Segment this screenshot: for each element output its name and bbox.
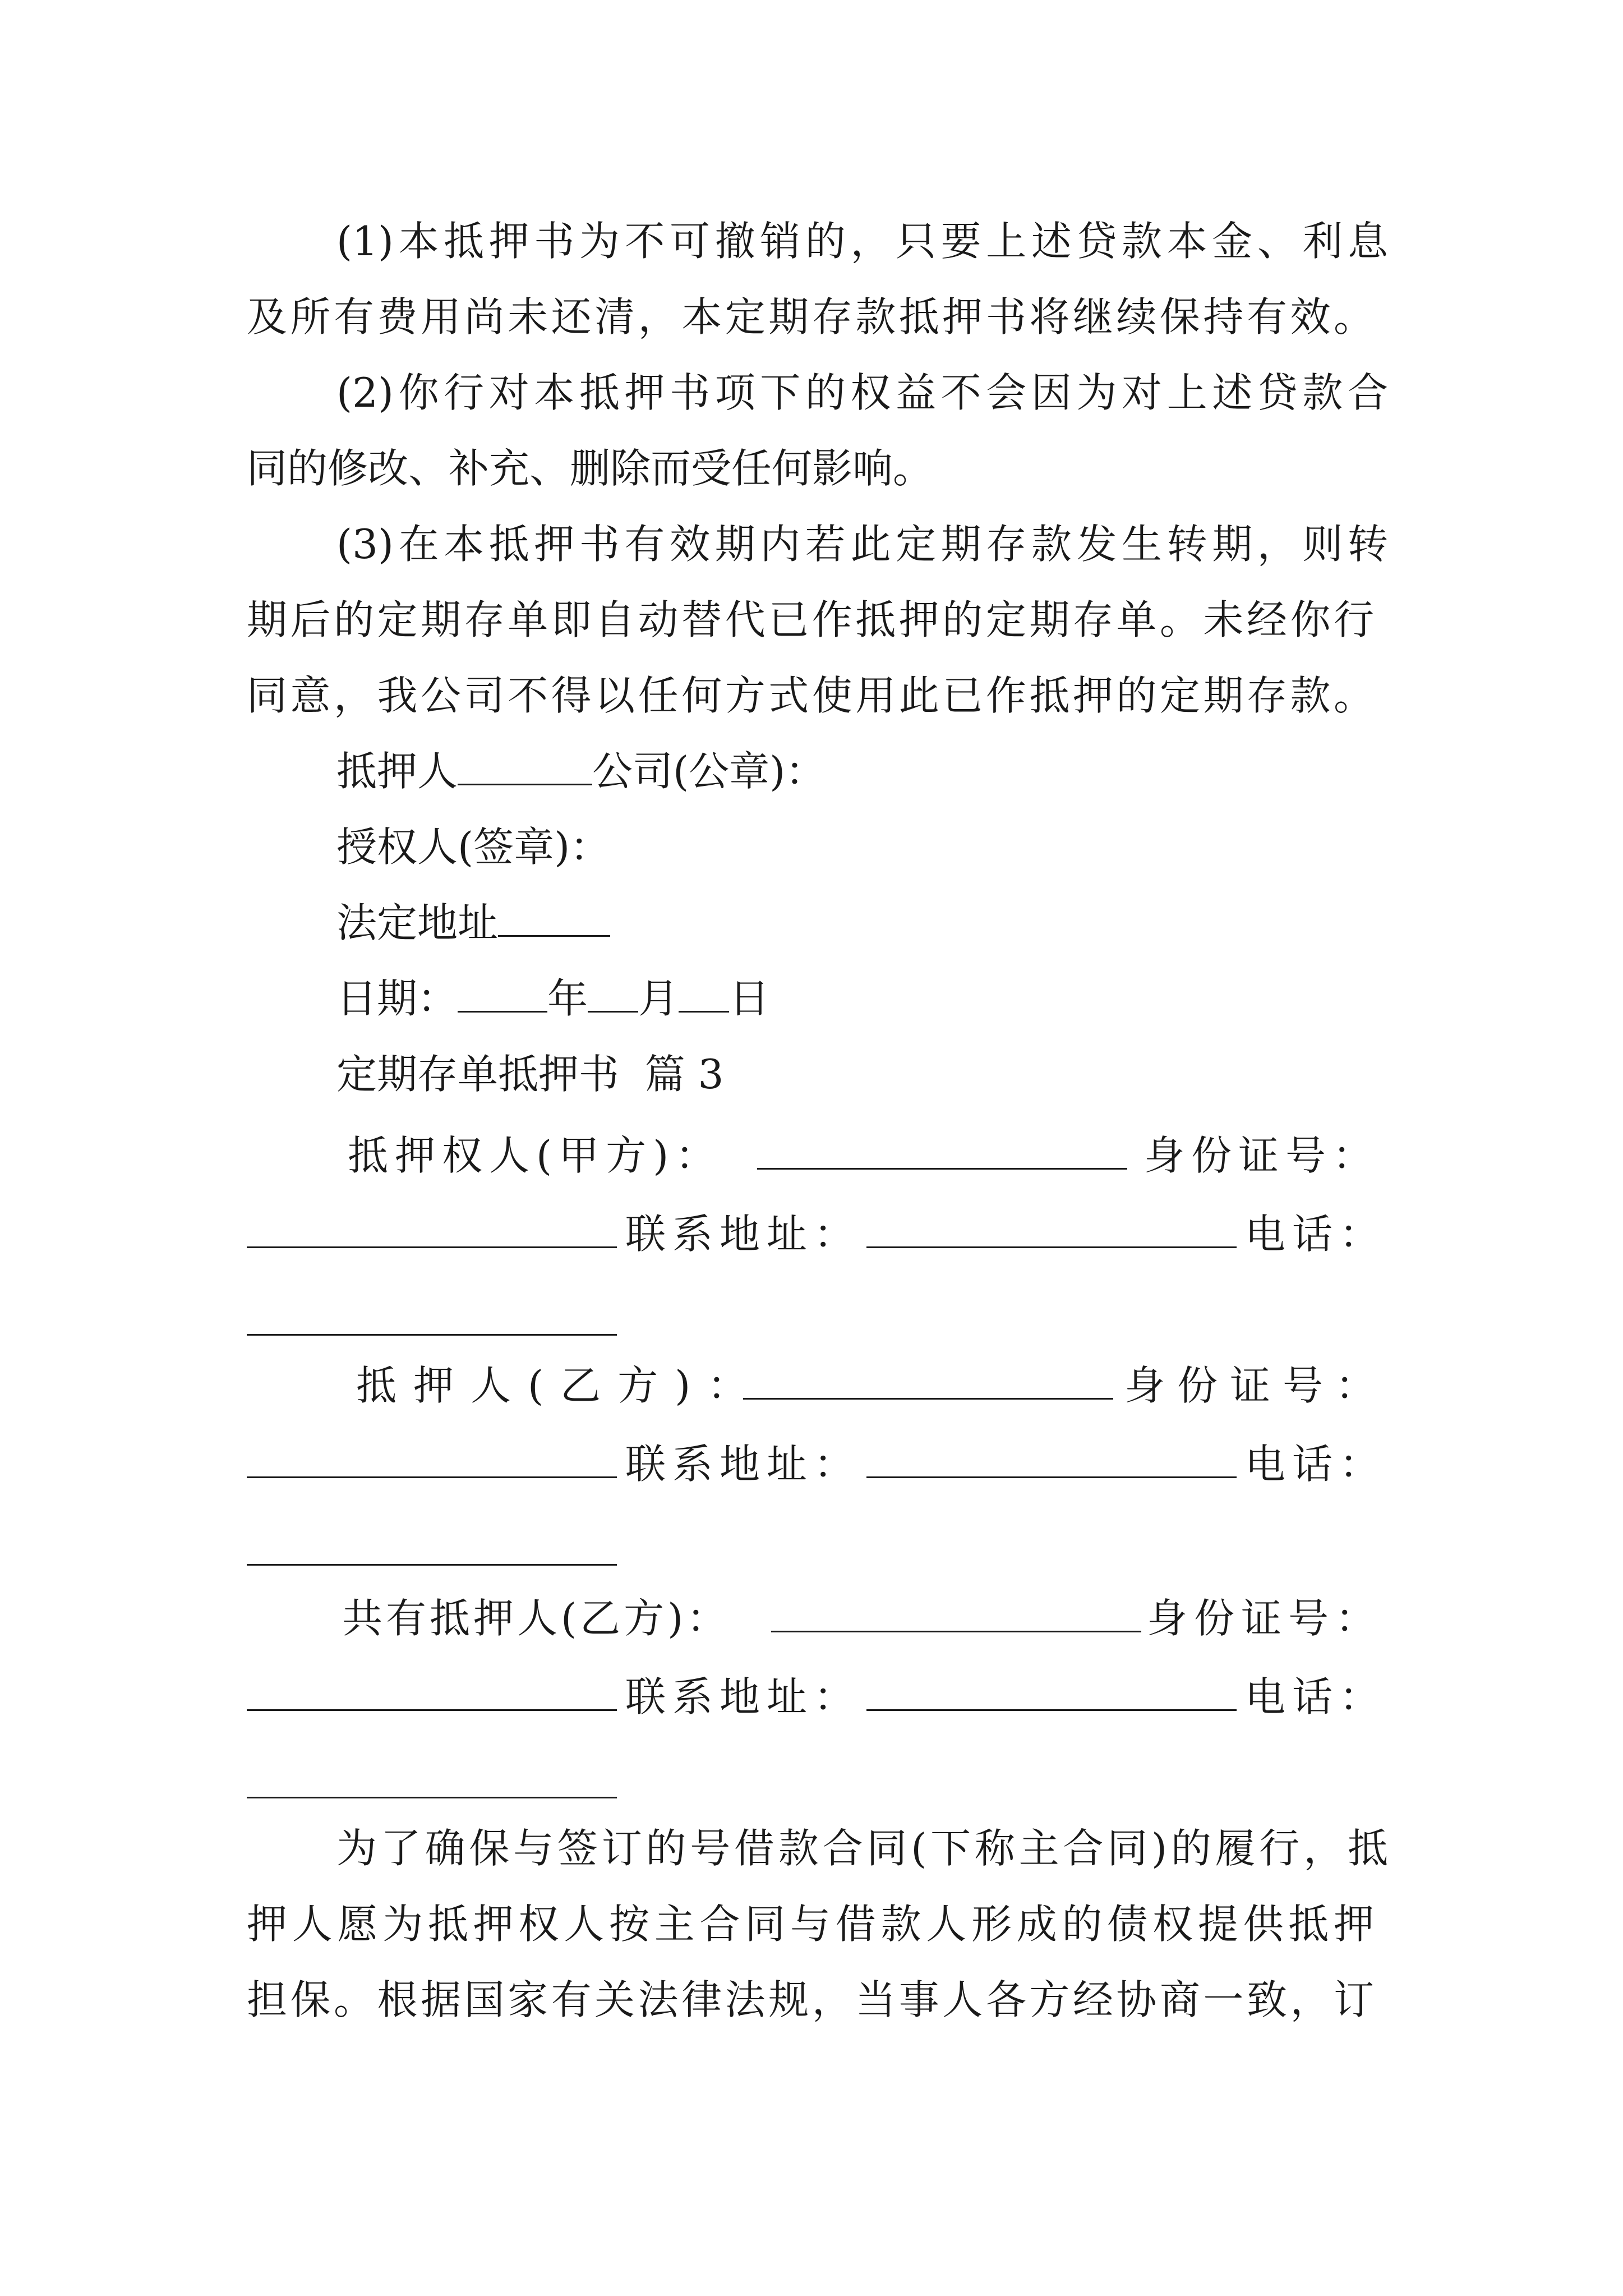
party-3-name-blank [771,1631,1141,1632]
section-title: 定期存单抵押书 篇 3 [336,1051,724,1098]
clause-3-line-3: 同意，我公司不得以任何方式使用此已作抵押的定期存款。 [247,672,1374,719]
party-2-id-label: 身份证号： [1124,1362,1389,1409]
party-2-name-blank [743,1398,1113,1400]
party-1-address-label: 联系地址： [625,1211,861,1258]
month-blank [588,976,638,1013]
party-1-address-blank [866,1246,1237,1248]
pledgor-prefix: 抵押人 [336,748,458,795]
day-blank [679,976,729,1013]
party-3-address-label: 联系地址： [625,1673,861,1720]
clause-1-line-2: 及所有费用尚未还清，本定期存款抵押书将继续保持有效。 [247,293,1374,341]
date-label: 日期： [336,975,458,1022]
party-1-id-label: 身份证号： [1144,1132,1380,1179]
preamble-line-3: 担保。根据国家有关法律法规，当事人各方经协商一致，订 [247,1976,1374,2023]
party-3-phone-label: 电话： [1245,1673,1387,1720]
party-3-address-blank [866,1709,1237,1711]
party-3-label: 共有抵押人(乙方)： [342,1595,731,1642]
clause-2-line-2: 同的修改、补充、删除而受任何影响。 [247,445,934,492]
pledgor-suffix: 公司(公章)： [592,748,826,795]
party-2-address-label: 联系地址： [625,1441,861,1488]
party-2-label: 抵押人(乙方)： [356,1362,765,1409]
month-label: 月 [638,975,679,1022]
date-line [336,970,769,1027]
day-label: 日 [729,975,770,1022]
legal-address-label: 法定地址 [336,899,499,946]
party-2-id-blank [247,1476,617,1478]
party-2-phone-label: 电话： [1245,1441,1387,1488]
party-3-id-label: 身份证号： [1147,1595,1383,1642]
clause-2-line-1: (2)你行对本抵押书项下的权益不会因为对上述贷款合 [336,369,1388,416]
clause-1-line-1: (1)本抵押书为不可撤销的，只要上述贷款本金、利息 [336,218,1388,265]
party-1-phone-blank [247,1334,617,1336]
party-3-phone-blank [247,1797,617,1798]
year-label: 年 [547,975,588,1022]
clause-3-line-2: 期后的定期存单即自动替代已作抵押的定期存单。未经你行 [247,596,1374,643]
year-blank [458,976,547,1013]
party-2-phone-blank [247,1564,617,1566]
authorized-signature-line: 授权人(签章)： [336,823,611,871]
legal-address-blank [498,900,610,937]
party-1-id-blank [247,1246,617,1248]
preamble-line-2: 押人愿为抵押权人按主合同与借款人形成的债权提供抵押 [247,1901,1374,1948]
clause-3-line-1: (3)在本抵押书有效期内若此定期存款发生转期，则转 [336,521,1388,568]
party-1-name-blank [757,1168,1127,1170]
preamble-line-1: 为了确保与签订的号借款合同(下称主合同)的履行，抵 [336,1825,1388,1872]
pledgor-company-blank [458,749,592,785]
party-1-label: 抵押权人(甲方)： [348,1132,723,1179]
party-3-id-blank [247,1709,617,1711]
pledgor-signature-line [336,743,826,799]
party-1-phone-label: 电话： [1245,1211,1387,1258]
legal-address-line [336,895,610,951]
party-2-address-blank [866,1476,1237,1478]
